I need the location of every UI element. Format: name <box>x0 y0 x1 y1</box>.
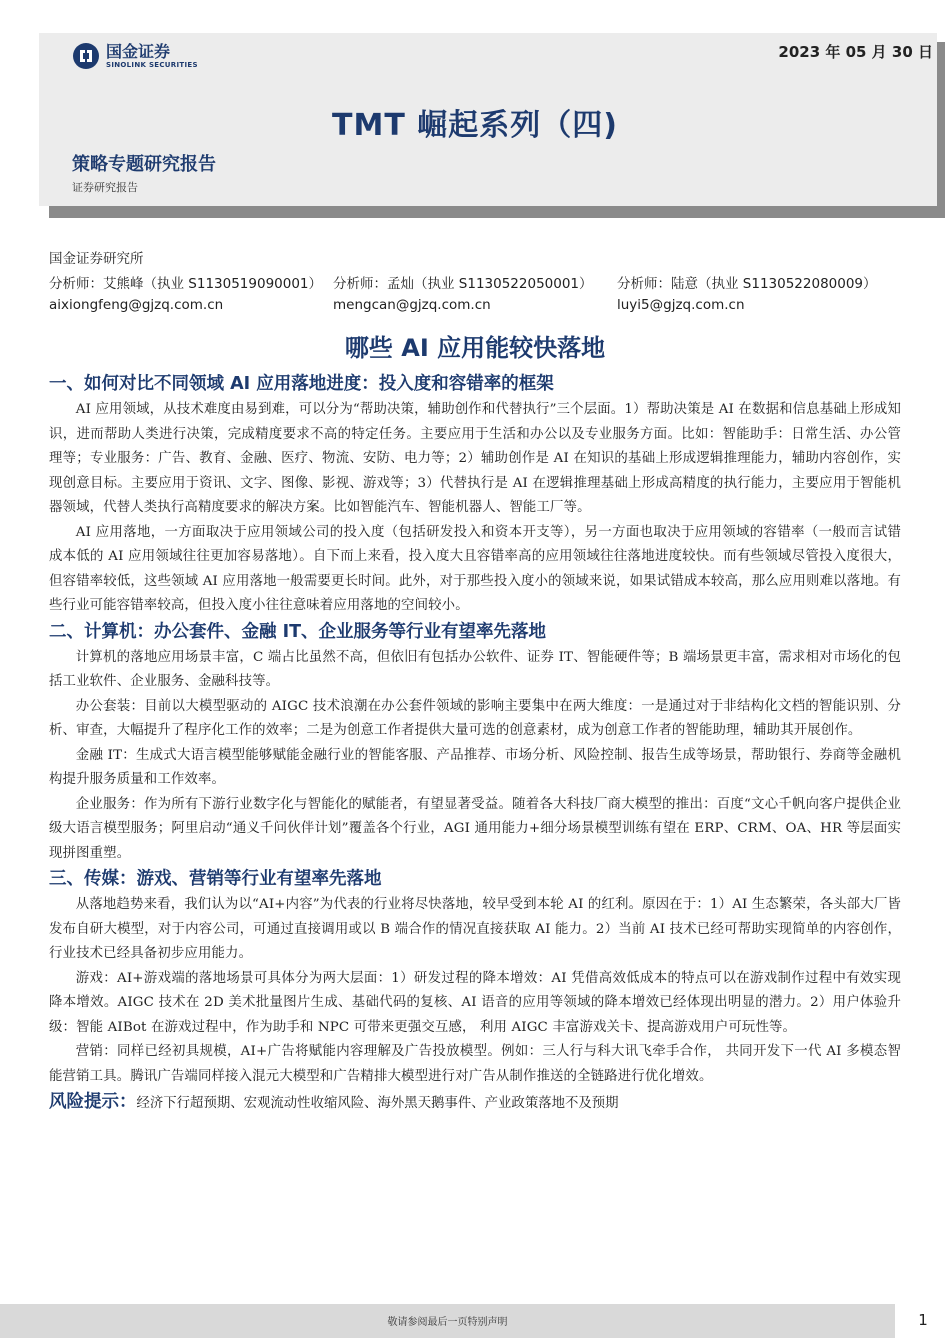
report-tag: 证券研究报告 <box>72 181 138 194</box>
analyst-2-email[interactable]: mengcan@gjzq.com.cn <box>333 297 491 313</box>
paragraph: 从落地趋势来看，我们认为以“AI+内容”为代表的行业将尽快落地，较早受到本轮 AI 的红利。原因在于：1）AI 生态繁荣，各头部大厂皆发布自研大模型，对于内容公司，可通过直接调用或以 B 端合作的情况直接获取 AI 能力。2）当前 AI 技术已经可帮助实现简单的内容创作，行业技术已经具备初步应用能力。 <box>49 897 901 961</box>
report-subtitle: 策略专题研究报告 <box>72 154 216 175</box>
paragraph: 营销：同样已经初具规模，AI+广告将赋能内容理解及广告投放模型。例如：三人行与科大讯飞牵手合作， 共同开发下一代 AI 多模态智能营销工具。腾讯广告端同样接入混元大模型和广告精排大模型进行对广告从制作推送的全链路进行优化增效。 <box>49 1044 901 1084</box>
report-title: TMT 崛起系列（四) <box>332 108 618 143</box>
page-number: 1 <box>918 1311 928 1329</box>
institute-name: 国金证券研究所 <box>49 251 144 267</box>
risk-warning <box>49 1090 901 1116</box>
section-heading-1: 一、如何对比不同领域 AI 应用落地进度：投入度和容错率的框架 <box>49 374 554 394</box>
company-logo <box>72 42 198 70</box>
report-date: 2023 年 05 月 30 日 <box>778 43 933 61</box>
report-body <box>49 371 901 1116</box>
analyst-1-email[interactable]: aixiongfeng@gjzq.com.cn <box>49 297 224 313</box>
main-title: 哪些 AI 应用能较快落地 <box>344 334 606 362</box>
analyst-1: 分析师：艾熊峰（执业 S1130519090001） <box>49 276 323 292</box>
paragraph: 企业服务：作为所有下游行业数字化与智能化的赋能者，有望显著受益。随着各大科技厂商大模型的推出：百度“文心千帆向客户提供企业级大语言模型服务；阿里启动“通义千问伙伴计划”覆盖各个行业，AGI 通用能力+细分场景模型训练有望在 ERP、CRM、OA、HR 等层面实现拼图重塑。 <box>49 796 901 861</box>
paragraph: 计算机的落地应用场景丰富，C 端占比虽然不高，但依旧有包括办公软件、证券 IT、智能硬件等；B 端场景更丰富，需求相对市场化的包括工业软件、企业服务、金融科技等。 <box>49 649 901 689</box>
analyst-3-email[interactable]: luyi5@gjzq.com.cn <box>617 297 745 313</box>
paragraph: AI 应用落地，一方面取决于应用领域公司的投入度（包括研发投入和资本开支等），另一方面也取决于应用领域的容错率（一般而言试错成本低的 AI 应用领域往往更加容易落地）。自下而上来看，投入度大且容错率高的应用领域往往落地进度较快。而有些领域尽管投入度很大，但容错率较低，这些领域 AI 应用落地一般需要更长时间。此外，对于那些投入度小的领域来说，如果试错成本较高，那么应用则难以落地。有些行业可能容错率较高，但投入度小往往意味着应用落地的空间较小。 <box>49 524 901 613</box>
logo-chinese-name: 国金证券 <box>106 41 171 61</box>
analyst-3: 分析师：陆意（执业 S1130522080009） <box>617 276 877 292</box>
paragraph: 游戏：AI+游戏端的落地场景可具体分为两大层面：1）研发过程的降本增效：AI 凭借高效低成本的特点可以在游戏制作过程中有效实现降本增效。AIGC 技术在 2D 美术批量图片生成、基础代码的复核、AI 语音的应用等领域的降本增效已经体现出明显的潜力。2）用户体验升级：智能 AIBot 在游戏过程中，作为助手和 NPC 可带来更强交互感， 利用 AIGC 丰富游戏关卡、提高游戏用户可玩性等。 <box>49 970 901 1035</box>
logo-english-name: SINOLINK SECURITIES <box>106 60 198 69</box>
risk-label: 风险提示： <box>49 1092 137 1112</box>
paragraph: 金融 IT：生成式大语言模型能够赋能金融行业的智能客服、产品推荐、市场分析、风险控制、报告生成等场景，帮助银行、券商等金融机构提升服务质量和工作效率。 <box>49 747 901 787</box>
risk-text: 经济下行超预期、宏观流动性收缩风险、海外黑天鹅事件、产业政策落地不及预期 <box>136 1096 619 1111</box>
footer-disclaimer[interactable]: 敬请参阅最后一页特别声明 <box>387 1317 508 1328</box>
paragraph: 办公套装：目前以大模型驱动的 AIGC 技术浪潮在办公套件领域的影响主要集中在两大维度：一是通过对于非结构化文档的智能识别、分析、审查，大幅提升了程序化工作的效率；二是为创意工作者提供大量可选的创意素材，成为创意工作者的智能助理，辅助其开展创作。 <box>49 698 901 738</box>
section-heading-3: 三、传媒：游戏、营销等行业有望率先落地 <box>49 869 382 889</box>
section-heading-2: 二、计算机：办公套件、金融 IT、企业服务等行业有望率先落地 <box>49 621 547 642</box>
sinolink-logo-icon <box>72 42 100 70</box>
analyst-2: 分析师：孟灿（执业 S1130522050001） <box>333 276 593 292</box>
paragraph: AI 应用领域，从技术难度由易到难，可以分为“帮助决策，辅助创作和代替执行”三个层面。1）帮助决策是 AI 在数据和信息基础上形成知识，进而帮助人类进行决策，完成精度要求不高的特定任务。主要应用于生活和办公以及专业服务方面。比如：智能助手：日常生活、办公管理等；专业服务：广告、教育、金融、医疗、物流、安防、电力等；2）辅助创作是 AI 在知识的基础上形成逻辑推理能力，辅助内容创作，实现创意目标。主要应用于资讯、文字、图像、影视、游戏等；3）代替执行是 AI 在逻辑推理基础上形成高精度的执行能力，主要应用于智能机器领域，代替人类执行高精度要求的解决方案。比如智能汽车、智能机器人、智能工厂等。 <box>49 402 901 515</box>
